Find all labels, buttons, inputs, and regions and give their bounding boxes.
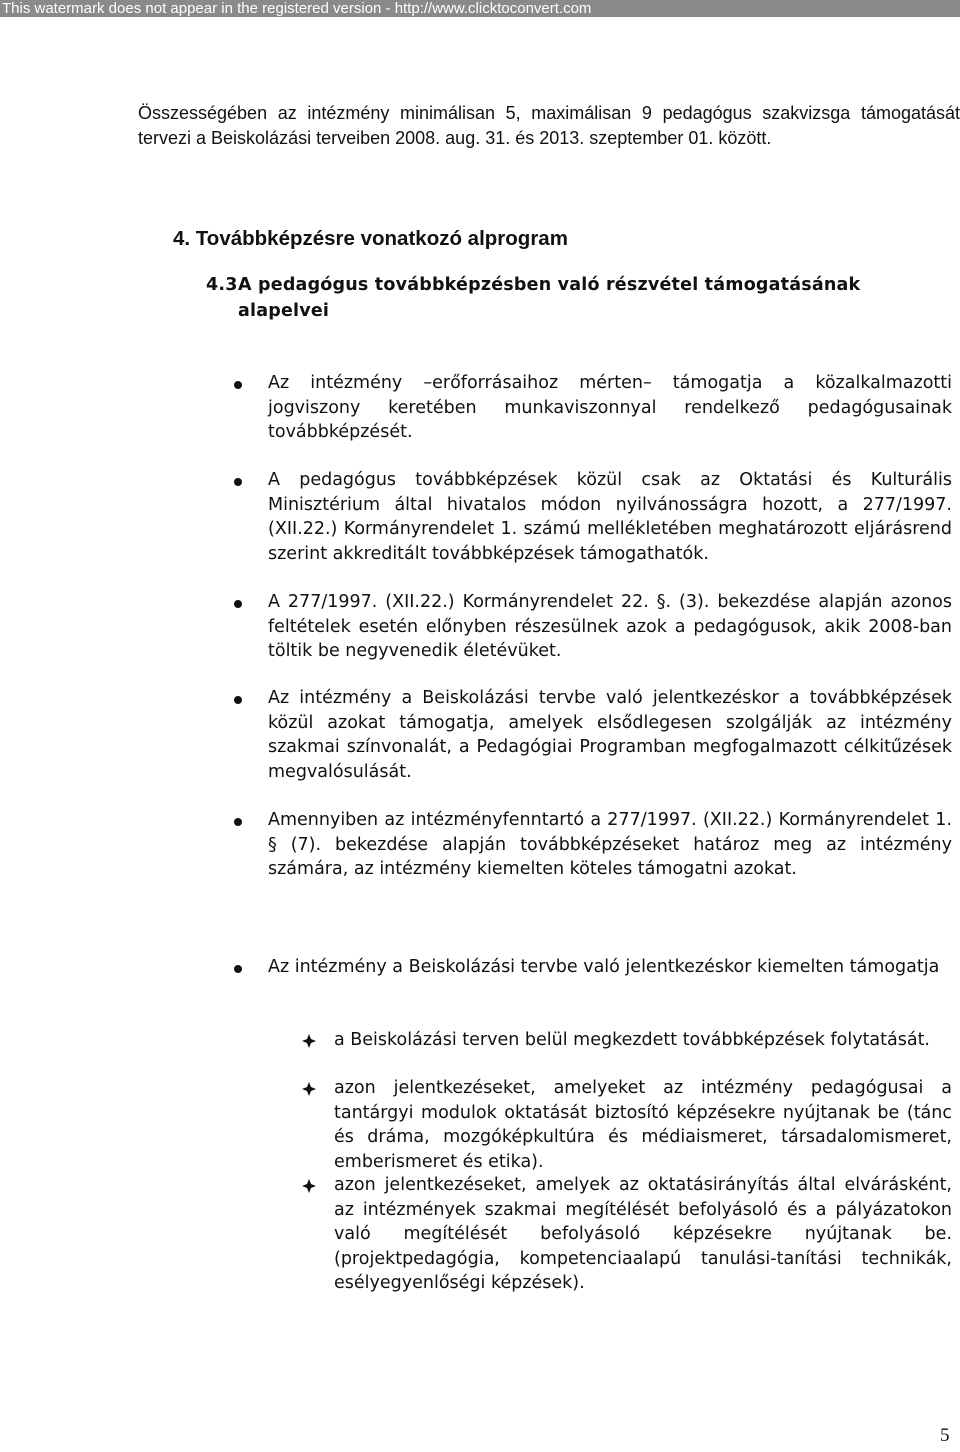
diamond-bullet-icon [301, 1033, 317, 1049]
list-item: A 277/1997. (XII.22.) Kormányrendelet 22. §. (3). bekezdése alapján azonos feltételek esetén előnyben részesülnek azok a pedagógusok, akik 2008-ban töltik be negyvenedik életévüket. [268, 592, 952, 661]
list-item: Az intézmény –erőforrásaihoz mérten– támogatja a közalkalmazotti jogviszony keretében munkaviszonnyal rendelkező pedagógusainak továbbképzését. [268, 373, 952, 442]
bullet-icon [234, 478, 242, 486]
list-item: Az intézmény a Beiskolázási tervbe való jelentkezéskor a továbbképzések közül azokat támogatja, amelyek elsődlegesen szolgálják az intézmény szakmai színvonalát, a Pedagógiai Programban megfogalmazott célkitűzések megvalósulását. [268, 688, 952, 782]
bullet-icon [234, 965, 242, 973]
bullet-icon [234, 381, 242, 389]
sub-list-item: a Beiskolázási terven belül megkezdett továbbképzések folytatását. [334, 1030, 930, 1050]
subsection-title-line2: alapelvei [238, 301, 330, 321]
intro-paragraph: Összességében az intézmény minimálisan 5, maximálisan 9 pedagógus szakvizsga támogatását tervezi a Beiskolázási terveiben 2008. aug. 31. és 2013. szeptember 01. között. [138, 103, 960, 148]
bullet-icon [234, 696, 242, 704]
sub-list-item: azon jelentkezéseket, amelyeket az intézmény pedagógusai a tantárgyi modulok oktatását biztosító képzésekre nyújtanak be (tánc és dráma, mozgóképkultúra és médiaismeret, társadalomismeret, emberismeret és etika). [334, 1078, 952, 1172]
sub-list-item: azon jelentkezéseket, amelyek az oktatásirányítás által elvárásként, az intézmények szakmai megítélését befolyásoló és a pályázatokon való megítélését befolyásoló képzésekre nyújtanak be. (projektpedagógia, kompetenciaalapú tanulási-tanítási technikák, esélyegyenlőségi képzések). [334, 1175, 952, 1293]
list-item: Amennyiben az intézményfenntartó a 277/1997. (XII.22.) Kormányrendelet 1. § (7). bekezdése alapján továbbképzéseket határoz meg az intézmény számára, az intézmény kiemelten köteles támogatni azokat. [268, 810, 952, 879]
bullet-icon [234, 818, 242, 826]
section-heading: 4. Továbbképzésre vonatkozó alprogram [173, 227, 568, 250]
diamond-bullet-icon [301, 1178, 317, 1194]
list-item: Az intézmény a Beiskolázási tervbe való jelentkezéskor kiemelten támogatja [268, 957, 940, 977]
subsection-number: 4.3 [206, 275, 238, 295]
subsection-title-line1: A pedagógus továbbképzésben való részvétel támogatásának [238, 275, 861, 295]
subsection-heading [206, 272, 936, 324]
diamond-bullet-icon [301, 1081, 317, 1097]
list-item: A pedagógus továbbképzések közül csak az Oktatási és Kulturális Minisztérium által hivatalos módon nyilvánosságra hozott, a 277/1997. (XII.22.) Kormányrendelet 1. számú mellékletében meghatározott eljárásrend szerint akkreditált továbbképzések támogathatók. [268, 470, 952, 564]
watermark-banner: This watermark does not appear in the registered version - http://www.clicktoconvert.com [0, 0, 960, 17]
bullet-icon [234, 600, 242, 608]
page-number: 5 [940, 1425, 950, 1446]
